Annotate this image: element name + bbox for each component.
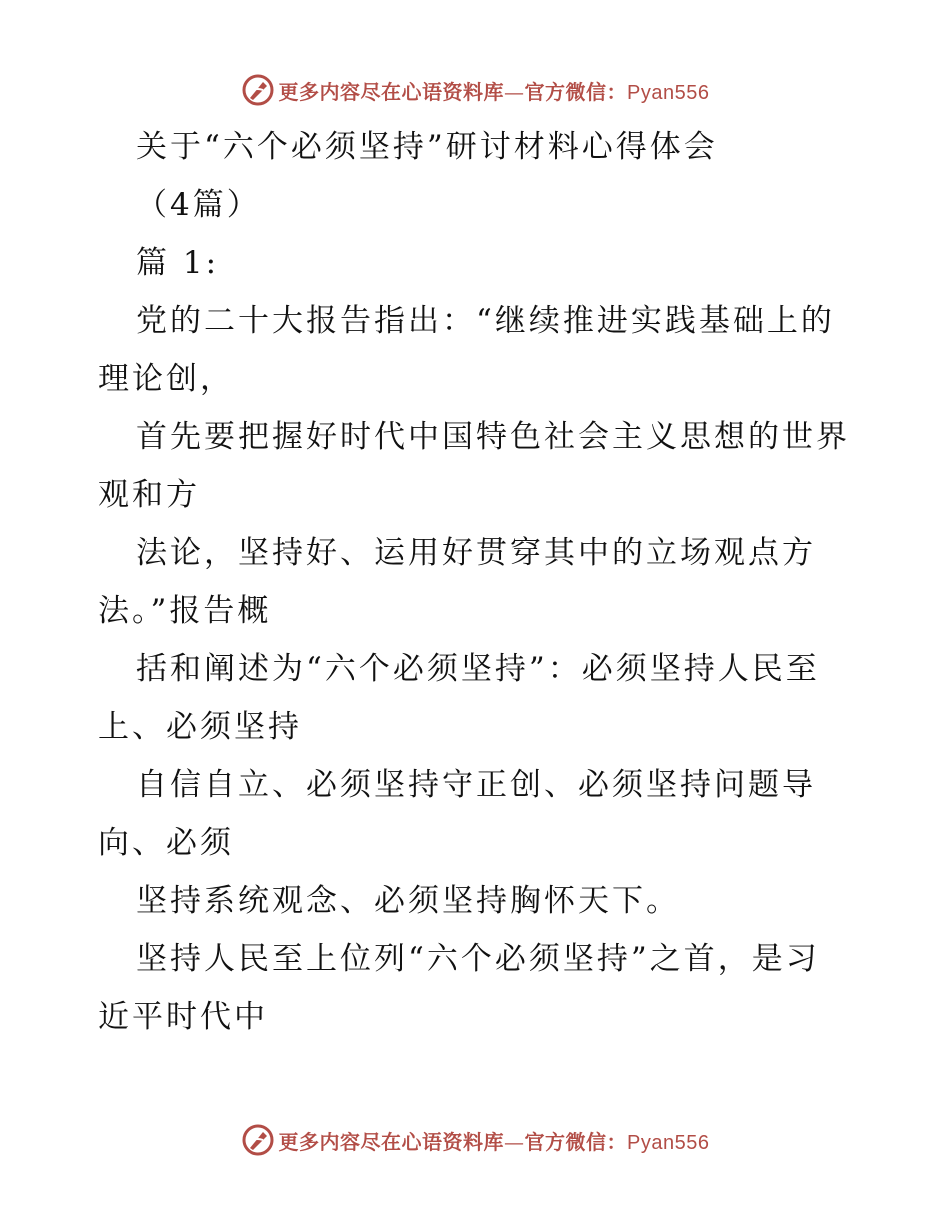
- paragraph-line: 法论，坚持好、运用好贯穿其中的立场观点方: [136, 535, 816, 571]
- watermark-text: 更多内容尽在心语资料库—官方微信：Pyan556: [278, 79, 710, 104]
- document-body: [98, 118, 858, 1046]
- header-watermark: [0, 70, 950, 110]
- paragraph-line: 理论创，: [98, 361, 234, 397]
- watermark-text: 更多内容尽在心语资料库—官方微信：Pyan556: [278, 1129, 710, 1154]
- paragraph-line: 法。”报告概: [98, 593, 272, 629]
- paragraph-line: 观和方: [98, 477, 200, 513]
- paragraph-line: 近平时代中: [98, 999, 268, 1035]
- paragraph-line: 向、必须: [98, 825, 234, 861]
- document-title-count: （4篇）: [136, 187, 261, 223]
- section-label: 篇 1:: [136, 245, 220, 281]
- paragraph-line: 坚持系统观念、必须坚持胸怀天下。: [136, 883, 680, 919]
- paragraph-line: 括和阐述为“六个必须坚持”：必须坚持人民至: [136, 651, 820, 687]
- paragraph-line: 坚持人民至上位列“六个必须坚持”之首，是习: [136, 941, 820, 977]
- pen-nib-logo-icon: [241, 1123, 275, 1157]
- paragraph-line: 党的二十大报告指出：“继续推进实践基础上的: [136, 303, 835, 339]
- paragraph-line: 自信自立、必须坚持守正创、必须坚持问题导: [136, 767, 816, 803]
- paragraph-line: 首先要把握好时代中国特色社会主义思想的世界: [136, 419, 850, 455]
- pen-nib-logo-icon: [241, 73, 275, 107]
- paragraph-line: 上、必须坚持: [98, 709, 302, 745]
- footer-watermark: [0, 1120, 950, 1160]
- document-title: 关于“六个必须坚持”研讨材料心得体会: [136, 129, 718, 165]
